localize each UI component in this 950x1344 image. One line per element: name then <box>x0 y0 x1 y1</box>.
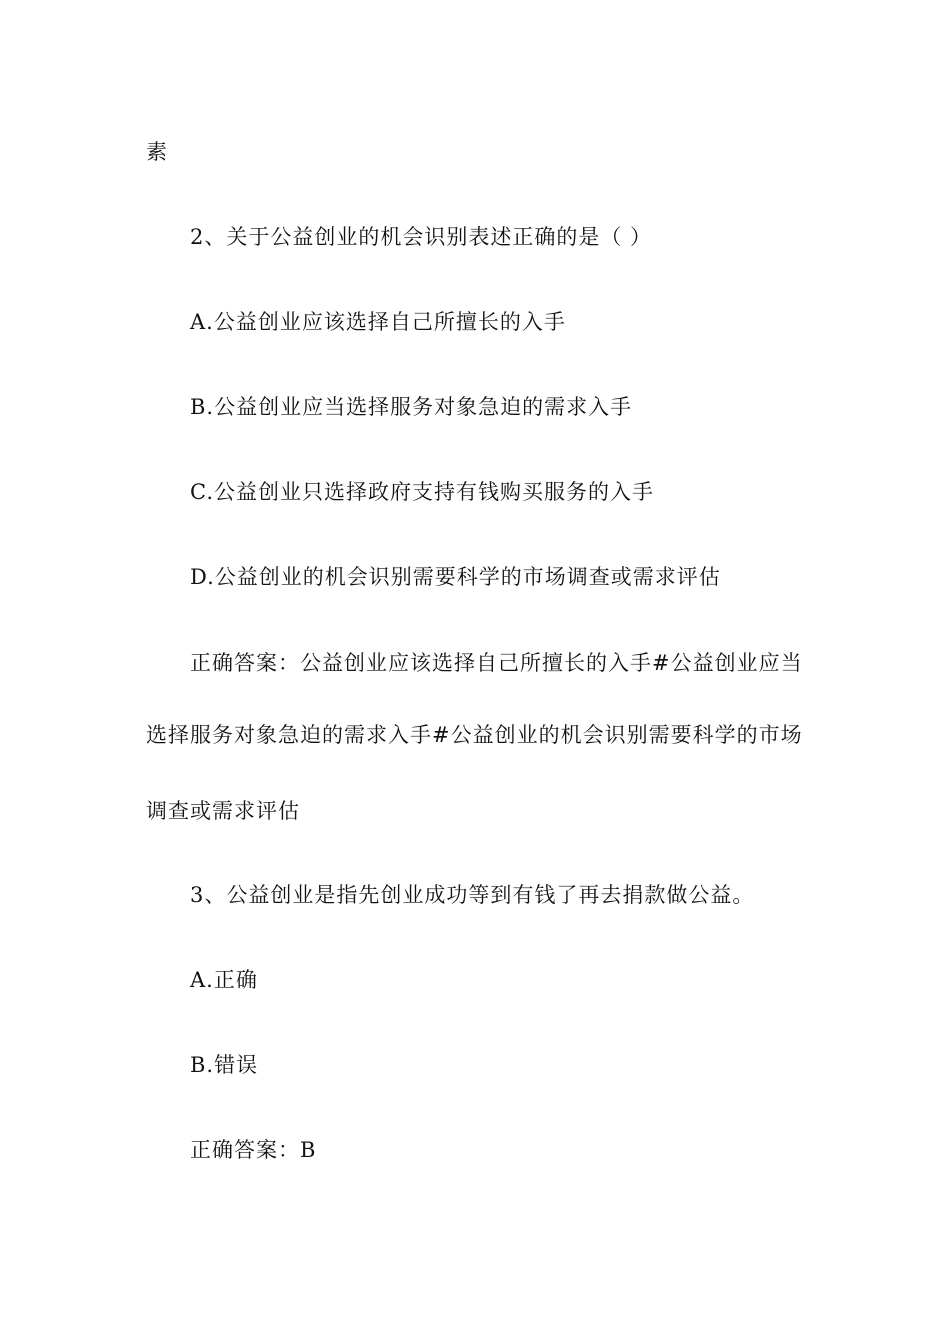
question-2-answer-line-1: 正确答案：公益创业应该选择自己所擅长的入手#公益创业应当 <box>190 651 803 675</box>
question-2-answer-line-2: 选择服务对象急迫的需求入手#公益创业的机会识别需要科学的市场 <box>146 723 803 747</box>
question-3-stem: 3、公益创业是指先创业成功等到有钱了再去捐款做公益。 <box>190 883 755 907</box>
question-3-option-a: A.正确 <box>190 968 258 992</box>
question-3-answer: 正确答案：B <box>190 1138 317 1162</box>
continuation-text: 素 <box>146 140 168 164</box>
question-3-option-b: B.错误 <box>190 1053 259 1077</box>
question-2-answer-line-3: 调查或需求评估 <box>146 799 300 823</box>
question-2-option-d: D.公益创业的机会识别需要科学的市场调查或需求评估 <box>190 565 721 589</box>
question-2-option-c: C.公益创业只选择政府支持有钱购买服务的入手 <box>190 480 654 504</box>
question-2-option-b: B.公益创业应当选择服务对象急迫的需求入手 <box>190 395 633 419</box>
question-2-option-a: A.公益创业应该选择自己所擅长的入手 <box>190 310 566 334</box>
question-2-stem: 2、关于公益创业的机会识别表述正确的是（ ） <box>190 225 653 249</box>
